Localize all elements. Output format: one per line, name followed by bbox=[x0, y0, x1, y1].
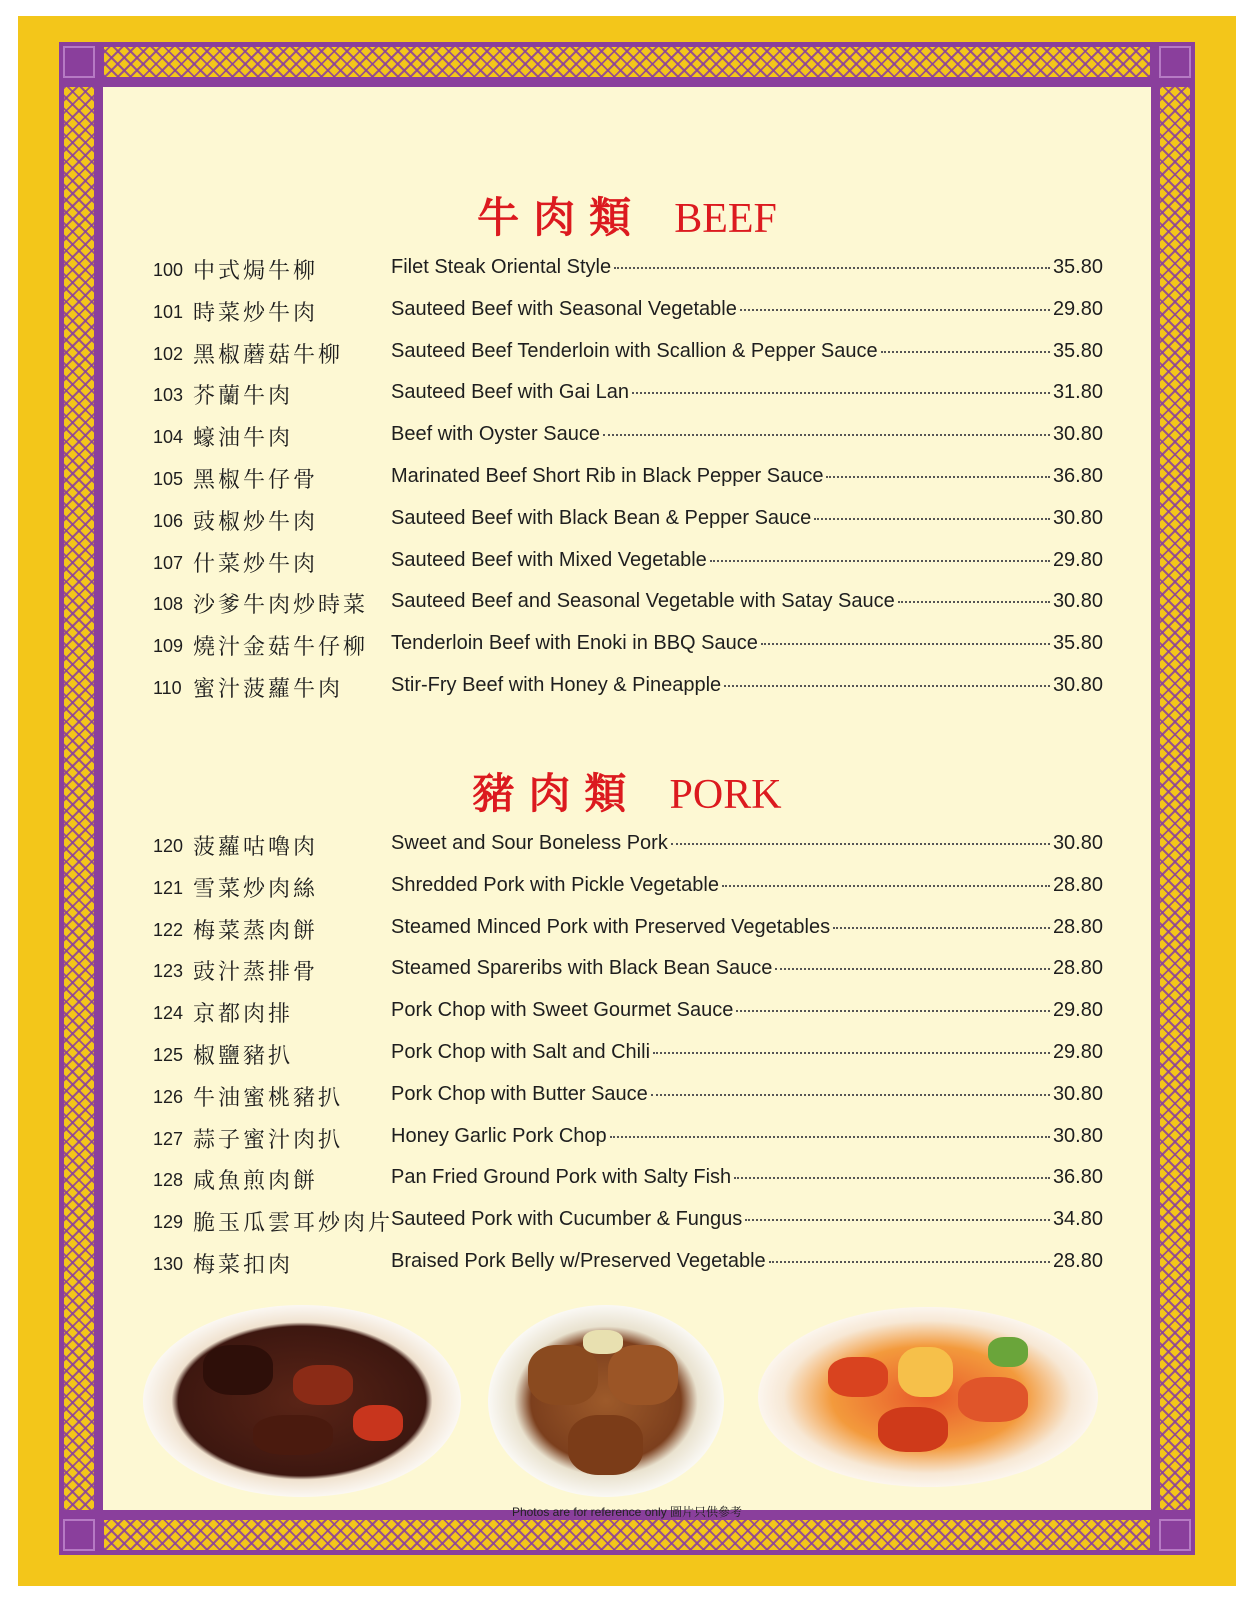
item-name-zh: 蜜汁菠蘿牛肉 bbox=[193, 677, 344, 702]
beef-menu-item bbox=[153, 628, 1103, 662]
item-description bbox=[391, 1166, 1103, 1189]
dot-leader bbox=[745, 1219, 1050, 1221]
pork-menu-item bbox=[153, 1204, 1103, 1238]
beef-menu-item bbox=[153, 377, 1103, 411]
item-name-en: Pork Chop with Sweet Gourmet Sauce bbox=[391, 999, 734, 1022]
dot-leader bbox=[653, 1052, 1050, 1054]
beef-menu-item bbox=[153, 503, 1103, 537]
item-number: 128 bbox=[153, 1170, 184, 1191]
item-name-en: Stir-Fry Beef with Honey & Pineapple bbox=[391, 674, 722, 696]
pork-menu-item bbox=[153, 1121, 1103, 1155]
dot-leader bbox=[736, 1010, 1050, 1012]
beef-menu-item bbox=[153, 545, 1103, 579]
dot-leader bbox=[734, 1177, 1050, 1179]
pork-menu-item bbox=[153, 1162, 1103, 1196]
pork-menu-item bbox=[153, 1037, 1103, 1071]
item-number: 106 bbox=[153, 510, 184, 531]
item-price: 35.80 bbox=[1052, 339, 1103, 362]
border-pattern-left bbox=[64, 87, 94, 1510]
item-name-en: Steamed Spareribs with Black Bean Sauce bbox=[391, 957, 773, 980]
dot-leader bbox=[898, 601, 1050, 603]
item-price: 36.80 bbox=[1052, 1166, 1103, 1189]
item-price: 30.80 bbox=[1052, 674, 1103, 696]
dot-leader bbox=[826, 476, 1049, 478]
item-name-en: Braised Pork Belly w/Preserved Vegetable bbox=[391, 1250, 766, 1272]
item-number: 125 bbox=[153, 1045, 184, 1065]
item-price: 30.80 bbox=[1052, 1082, 1103, 1105]
item-name-en: Filet Steak Oriental Style bbox=[391, 256, 612, 278]
photo-disclaimer: Photos are for reference only 圖片只供參考 bbox=[511, 1505, 743, 1519]
item-name-zh: 脆玉瓜雲耳炒肉片 bbox=[193, 1211, 394, 1237]
item-name-zh: 豉汁蒸排骨 bbox=[193, 960, 319, 986]
item-name-zh: 黑椒蘑菇牛柳 bbox=[193, 342, 344, 368]
pork-title-en: PORK bbox=[669, 772, 782, 818]
pork-menu-item bbox=[153, 870, 1103, 904]
item-number: 101 bbox=[153, 301, 184, 322]
dot-leader bbox=[722, 885, 1050, 887]
item-description bbox=[391, 381, 1103, 404]
corner-ornament bbox=[63, 46, 95, 78]
beef-title-en: BEEF bbox=[674, 196, 777, 242]
item-price: 29.80 bbox=[1052, 548, 1103, 571]
item-price: 28.80 bbox=[1052, 873, 1103, 896]
item-name-en: Beef with Oyster Sauce bbox=[391, 423, 600, 446]
item-number: 124 bbox=[153, 1003, 184, 1024]
beef-title-zh: 牛肉類 bbox=[477, 193, 646, 242]
item-description bbox=[391, 1208, 1103, 1231]
item-description bbox=[391, 465, 1103, 488]
dot-leader bbox=[632, 392, 1050, 394]
item-description bbox=[391, 999, 1103, 1022]
corner-ornament bbox=[63, 1519, 95, 1551]
item-price: 30.80 bbox=[1052, 590, 1103, 613]
beef-menu-item bbox=[153, 252, 1103, 286]
item-description bbox=[391, 549, 1103, 572]
border-pattern-top bbox=[104, 47, 1150, 77]
item-name-en: Sauteed Beef Tenderloin with Scallion & Pepper Sauce bbox=[391, 339, 878, 362]
item-name-en: Steamed Minced Pork with Preserved Vegetables bbox=[391, 915, 831, 938]
item-number: 103 bbox=[153, 385, 184, 406]
beef-menu-item bbox=[153, 586, 1103, 620]
item-name-en: Sauteed Beef and Seasonal Vegetable with Satay Sauce bbox=[391, 590, 895, 613]
beef-menu-item bbox=[153, 461, 1103, 495]
menu-panel bbox=[103, 87, 1151, 1519]
item-number: 108 bbox=[153, 594, 184, 615]
item-name-zh: 梅菜蒸肉餅 bbox=[193, 918, 319, 944]
pork-section-heading bbox=[103, 761, 1151, 821]
item-name-zh: 什菜炒牛肉 bbox=[193, 551, 319, 577]
item-price: 30.80 bbox=[1052, 1124, 1103, 1147]
pork-menu-item bbox=[153, 1079, 1103, 1113]
dot-leader bbox=[740, 309, 1050, 311]
item-number: 130 bbox=[153, 1254, 184, 1274]
item-description bbox=[391, 256, 1103, 279]
item-price: 36.80 bbox=[1052, 465, 1103, 487]
item-name-zh: 中式焗牛柳 bbox=[193, 259, 319, 284]
item-description bbox=[391, 590, 1103, 613]
item-name-en: Tenderloin Beef with Enoki in BBQ Sauce bbox=[391, 632, 758, 655]
item-price: 35.80 bbox=[1052, 632, 1103, 655]
item-price: 30.80 bbox=[1052, 506, 1103, 529]
pork-menu-item bbox=[153, 953, 1103, 987]
item-name-zh: 時菜炒牛肉 bbox=[193, 300, 319, 326]
dot-leader bbox=[710, 560, 1050, 562]
item-name-zh: 蒜子蜜汁肉扒 bbox=[193, 1127, 344, 1153]
item-description bbox=[391, 957, 1103, 980]
pork-menu-item bbox=[153, 828, 1103, 862]
item-name-zh: 梅菜扣肉 bbox=[193, 1253, 294, 1278]
item-price: 30.80 bbox=[1052, 423, 1103, 446]
item-number: 100 bbox=[153, 260, 184, 280]
item-description bbox=[391, 507, 1103, 530]
item-name-zh: 豉椒炒牛肉 bbox=[193, 509, 319, 535]
item-price: 28.80 bbox=[1052, 915, 1103, 938]
item-name-en: Honey Garlic Pork Chop bbox=[391, 1124, 607, 1147]
item-name-en: Pork Chop with Salt and Chili bbox=[391, 1041, 651, 1063]
item-price: 34.80 bbox=[1052, 1208, 1103, 1231]
item-number: 123 bbox=[153, 961, 184, 982]
item-number: 121 bbox=[153, 877, 184, 898]
item-price: 30.80 bbox=[1052, 832, 1103, 854]
beef-section-heading bbox=[103, 185, 1151, 245]
pork-patty-photo bbox=[488, 1305, 724, 1497]
dot-leader bbox=[651, 1094, 1050, 1096]
dot-leader bbox=[769, 1261, 1050, 1263]
beef-menu-item bbox=[153, 670, 1103, 704]
item-name-zh: 黑椒牛仔骨 bbox=[193, 468, 319, 493]
item-name-zh: 咸魚煎肉餅 bbox=[193, 1169, 319, 1195]
item-name-en: Pork Chop with Butter Sauce bbox=[391, 1082, 648, 1105]
item-description bbox=[391, 1125, 1103, 1148]
item-price: 29.80 bbox=[1052, 1041, 1103, 1063]
item-number: 122 bbox=[153, 919, 184, 940]
item-number: 127 bbox=[153, 1128, 184, 1149]
item-number: 110 bbox=[153, 678, 182, 698]
item-number: 109 bbox=[153, 636, 184, 657]
item-number: 129 bbox=[153, 1212, 184, 1233]
border-pattern-bottom bbox=[104, 1520, 1150, 1550]
item-name-en: Shredded Pork with Pickle Vegetable bbox=[391, 873, 719, 896]
item-name-en: Pan Fried Ground Pork with Salty Fish bbox=[391, 1166, 732, 1189]
dot-leader bbox=[775, 968, 1050, 970]
corner-ornament bbox=[1159, 1519, 1191, 1551]
item-description bbox=[391, 1041, 1103, 1064]
item-name-zh: 蠔油牛肉 bbox=[193, 426, 294, 452]
dot-leader bbox=[761, 643, 1050, 645]
item-number: 102 bbox=[153, 343, 184, 364]
item-name-zh: 芥蘭牛肉 bbox=[193, 384, 294, 410]
ornamental-border bbox=[59, 42, 1195, 1555]
beef-menu-item bbox=[153, 336, 1103, 370]
beef-menu-item bbox=[153, 294, 1103, 328]
item-price: 31.80 bbox=[1052, 381, 1103, 404]
dot-leader bbox=[610, 1136, 1050, 1138]
menu-page bbox=[18, 16, 1236, 1586]
pork-menu-item bbox=[153, 995, 1103, 1029]
item-name-zh: 燒汁金菇牛仔柳 bbox=[193, 635, 369, 661]
item-description bbox=[391, 340, 1103, 363]
item-name-zh: 牛油蜜桃豬扒 bbox=[193, 1085, 344, 1111]
item-price: 28.80 bbox=[1052, 1250, 1103, 1272]
item-number: 107 bbox=[153, 552, 184, 573]
item-name-en: Sauteed Beef with Mixed Vegetable bbox=[391, 548, 707, 571]
item-price: 29.80 bbox=[1052, 297, 1103, 320]
item-description bbox=[391, 1250, 1103, 1273]
item-name-zh: 沙爹牛肉炒時菜 bbox=[193, 593, 369, 619]
corner-ornament bbox=[1159, 46, 1191, 78]
dot-leader bbox=[724, 685, 1050, 687]
dot-leader bbox=[833, 927, 1050, 929]
food-photos bbox=[103, 1297, 1151, 1497]
item-description bbox=[391, 916, 1103, 939]
item-description bbox=[391, 832, 1103, 855]
item-description bbox=[391, 632, 1103, 655]
pork-title-zh: 豬肉類 bbox=[472, 769, 641, 818]
item-name-zh: 菠蘿咕嚕肉 bbox=[193, 835, 319, 860]
item-number: 105 bbox=[153, 469, 184, 489]
border-pattern-right bbox=[1160, 87, 1190, 1510]
dot-leader bbox=[614, 267, 1050, 269]
beef-menu-item bbox=[153, 419, 1103, 453]
item-price: 28.80 bbox=[1052, 957, 1103, 980]
item-name-en: Sweet and Sour Boneless Pork bbox=[391, 832, 668, 854]
item-name-en: Sauteed Beef with Seasonal Vegetable bbox=[391, 297, 737, 320]
item-name-en: Sauteed Beef with Gai Lan bbox=[391, 381, 629, 404]
dot-leader bbox=[881, 351, 1050, 353]
item-number: 104 bbox=[153, 427, 184, 448]
item-name-zh: 椒鹽豬扒 bbox=[193, 1044, 294, 1069]
item-name-en: Sauteed Pork with Cucumber & Fungus bbox=[391, 1208, 743, 1231]
dot-leader bbox=[671, 843, 1050, 845]
dot-leader bbox=[603, 434, 1050, 436]
pork-menu-item bbox=[153, 912, 1103, 946]
item-name-zh: 雪菜炒肉絲 bbox=[193, 876, 319, 902]
item-number: 120 bbox=[153, 836, 184, 856]
item-price: 35.80 bbox=[1052, 256, 1103, 278]
item-description bbox=[391, 674, 1103, 697]
item-number: 126 bbox=[153, 1086, 184, 1107]
item-price: 29.80 bbox=[1052, 999, 1103, 1022]
item-description bbox=[391, 874, 1103, 897]
item-description bbox=[391, 298, 1103, 321]
beef-dish-photo bbox=[143, 1305, 461, 1497]
item-name-zh: 京都肉排 bbox=[193, 1002, 294, 1028]
item-name-en: Sauteed Beef with Black Bean & Pepper Sauce bbox=[391, 506, 812, 529]
item-name-en: Marinated Beef Short Rib in Black Pepper Sauce bbox=[391, 465, 824, 487]
dot-leader bbox=[814, 518, 1050, 520]
item-description bbox=[391, 1083, 1103, 1106]
item-description bbox=[391, 423, 1103, 446]
pork-menu-item bbox=[153, 1246, 1103, 1280]
sweet-sour-pork-photo bbox=[758, 1307, 1098, 1487]
